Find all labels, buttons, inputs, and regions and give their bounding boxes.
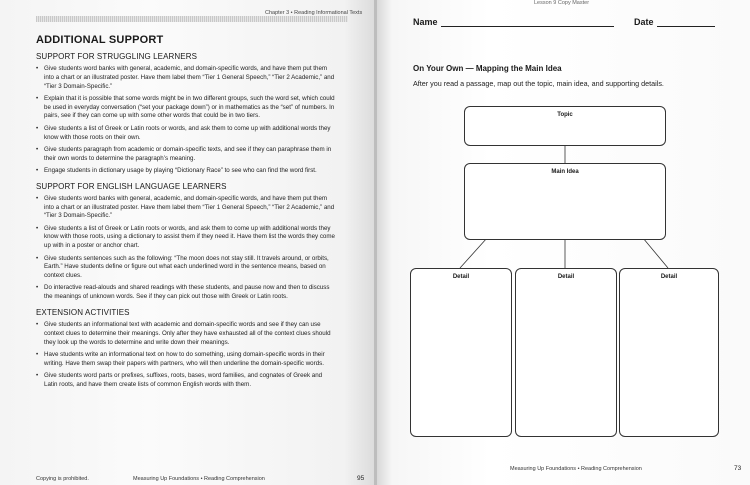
running-head: Chapter 3 • Reading Informational Texts [265,10,363,16]
date-label: Date [634,17,654,27]
detail-box-3[interactable] [619,268,719,437]
list-item: • Give students word banks with general, academic, and domain-specific words, and have them put them into a chart or an illustrated poster. Have them label them “Tier 1 General Speech,” “Tier 2 Academic,” and “Tier 3 Domain-Specific.” [36,195,336,221]
footer-book-title: Measuring Up Foundations • Reading Comprehension [133,476,265,482]
list-item: • Give students paragraph from academic or domain-specific texts, and see if they can paraphrase them in their own words to determine the paragraph’s meaning. [36,146,336,164]
page-number-left: 95 [357,475,365,482]
list-item: • Give students an informational text with academic and domain-specific words and see if they can use context clues to determine their meanings. Only after they have exhausted all of the context clues should they look up the words to determine and write down their meanings. [36,321,336,347]
detail-label: Detail [660,274,678,280]
main-idea-label: Main Idea [551,169,579,175]
list-item: • Have students write an informational text on how to do something, using domain-specific words in their writing. Have them swap their papers with partners, who will then underline the domain-specific words. [36,351,336,369]
extension-list [36,321,336,390]
section-heading-struggling: SUPPORT FOR STRUGGLING LEARNERS [36,52,198,61]
detail-box-1[interactable] [410,268,512,437]
page-title: ADDITIONAL SUPPORT [36,34,164,46]
activity-instructions: After you read a passage, map out the topic, main idea, and supporting details. [413,79,664,88]
page-number-right: 73 [734,465,742,472]
list-item: • Give students word banks with general, academic, and domain-specific words, and have them put them into a chart or an illustrated poster. Have them label them “Tier 1 General Speech,” “Tier 2 Academic,” and “Tier 3 Domain-Specific.” [36,65,336,91]
name-field[interactable] [441,26,614,27]
topic-label: Topic [557,112,573,118]
list-item: • Do interactive read-alouds and shared readings with these students, and pause now and then to discuss the meanings of unknown words. See if they can pick out those with Greek or Latin roots. [36,284,336,302]
footer-book-title-right: Measuring Up Foundations • Reading Comprehension [510,466,642,472]
name-label: Name [413,17,438,27]
list-item: • Give students sentences such as the following: “The moon does not stay still. It travels around, or orbits, Earth.” Have students define or figure out what each underlined word in the sentence means, based on context clues. [36,255,336,281]
section-heading-extension: EXTENSION ACTIVITIES [36,308,130,318]
detail-label: Detail [557,274,575,280]
topic-box[interactable] [464,106,666,146]
header-stripe [36,16,348,22]
date-field[interactable] [657,26,715,27]
list-item: • Give students a list of Greek or Latin roots or words, and ask them to come up with additional words they know with those roots on their own. [36,125,336,143]
struggling-list [36,65,336,176]
main-idea-box[interactable] [464,163,666,240]
support-content [36,52,336,393]
list-item: • Explain that it is possible that some words might be in two different groups, such the word set, which could be used in everyday conversation (“set your package down”) or in mathematics as the “set” of numbers. In pairs, see if they can come up with some other words that could be in two tiers. [36,95,336,121]
copy-master-label: Lesson 9 Copy Master [534,0,590,6]
ell-list [36,195,336,302]
detail-label: Detail [452,274,470,280]
list-item: • Give students word parts or prefixes, suffixes, roots, bases, word families, and cognates of Greek and Latin roots, and have them create lists of common English words with them. [36,372,336,390]
list-item: • Give students a list of Greek or Latin roots or words, and ask them to come up with additional words they know with those roots, using a dictionary to assist them if they need it. Have them list the words they come up with in a poster or anchor chart. [36,225,336,251]
list-item: • Engage students in dictionary usage by playing “Dictionary Race” to see who can find the word first. [36,167,336,176]
section-heading-ell: SUPPORT FOR ENGLISH LANGUAGE LEARNERS [36,181,227,191]
activity-title: On Your Own — Mapping the Main Idea [413,64,562,73]
detail-box-2[interactable] [515,268,617,437]
copyright-notice: Copying is prohibited. [36,476,89,482]
